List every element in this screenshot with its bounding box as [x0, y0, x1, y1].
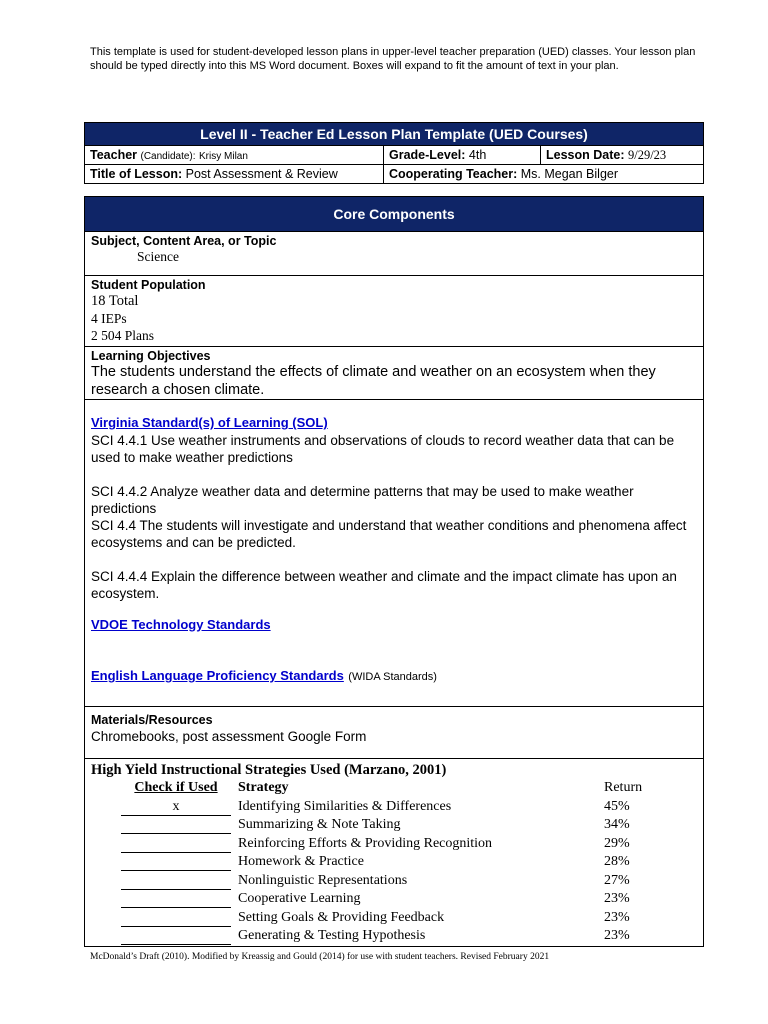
strategy-row: [91, 835, 697, 854]
coop-teacher-cell: [384, 165, 704, 184]
strategies-title: High Yield Instructional Strategies Used (Marzano, 2001): [91, 762, 447, 778]
teacher-name: Krisy Milan: [199, 151, 248, 162]
population-line: 18 Total: [91, 293, 139, 309]
sol-item: SCI 4.4.2 Analyze weather data and determine patterns that may be used to make weather predictions: [91, 484, 634, 516]
strategy-row: [91, 816, 697, 835]
teacher-cell: [85, 146, 384, 165]
strategy-column-header: Strategy: [238, 780, 289, 795]
materials-value: Chromebooks, post assessment Google Form: [91, 729, 367, 744]
strategies-list: [91, 798, 697, 946]
date-value: 9/29/23: [627, 147, 667, 162]
teacher-sub-label: (Candidate):: [140, 151, 196, 162]
core-components: [84, 196, 704, 947]
strategy-name: Homework & Practice: [238, 854, 364, 869]
strategy-row: [91, 798, 697, 817]
strategy-row: [91, 927, 697, 946]
strategy-name: Cooperative Learning: [238, 891, 361, 906]
date-label: Lesson Date:: [546, 147, 625, 162]
wida-note: (WIDA Standards): [348, 671, 437, 683]
date-cell: [541, 146, 704, 165]
strategy-check-blank[interactable]: [121, 928, 231, 945]
strategies-header-row: [91, 779, 697, 798]
sol-item: SCI 4.4.1 Use weather instruments and observations of clouds to record weather data that can be used to make weather predictions: [91, 433, 675, 465]
subject-section: [85, 232, 703, 276]
population-line: 2 504 Plans: [91, 328, 155, 343]
technology-standards-link[interactable]: VDOE Technology Standards: [91, 617, 271, 632]
population-line: 4 IEPs: [91, 311, 127, 326]
strategy-row: [91, 890, 697, 909]
template-intro: This template is used for student-developed lesson plans in upper-level teacher preparation (UED) classes. Your lesson plan should be typed directly into this MS Word document. Boxes will expand to fit the amount of text in your plan.: [90, 46, 696, 72]
standards-section: [85, 400, 703, 707]
strategy-return: 23%: [604, 928, 630, 943]
strategy-row: [91, 909, 697, 928]
coop-teacher-value: Ms. Megan Bilger: [520, 167, 619, 181]
strategy-name: Summarizing & Note Taking: [238, 817, 401, 832]
grade-label: Grade-Level:: [389, 148, 466, 162]
strategy-name: Generating & Testing Hypothesis: [238, 928, 426, 943]
strategy-name: Reinforcing Efforts & Providing Recognition: [238, 835, 493, 851]
strategy-return: 28%: [604, 854, 630, 869]
strategy-return: 29%: [604, 835, 630, 851]
strategy-return: 27%: [604, 872, 630, 888]
objectives-label: Learning Objectives: [91, 349, 211, 363]
strategy-check-blank[interactable]: [121, 910, 231, 927]
grade-cell: [384, 146, 541, 165]
strategy-check-blank[interactable]: x: [121, 799, 231, 816]
materials-section: [85, 707, 703, 759]
strategy-row: [91, 872, 697, 891]
strategy-name: Setting Goals & Providing Feedback: [238, 909, 445, 925]
strategy-row: [91, 853, 697, 872]
subject-label: Subject, Content Area, or Topic: [91, 234, 277, 248]
lesson-title-cell: [85, 165, 384, 184]
strategy-check-blank[interactable]: [121, 891, 231, 908]
strategies-section: [85, 759, 703, 946]
strategy-check-blank[interactable]: [121, 817, 231, 834]
strategy-name: Identifying Similarities & Differences: [238, 798, 452, 814]
strategy-return: 23%: [604, 909, 630, 925]
lesson-header-table: [84, 122, 704, 184]
subject-value: Science: [137, 249, 179, 264]
population-label: Student Population: [91, 278, 206, 292]
strategy-return: 23%: [604, 891, 630, 906]
population-section: [85, 276, 703, 347]
lesson-title-value: Post Assessment & Review: [185, 167, 338, 181]
template-title: Level II - Teacher Ed Lesson Plan Template (UED Courses): [85, 123, 704, 146]
footer-note: McDonald’s Draft (2010). Modified by Kreassig and Gould (2014) for use with student teachers. Revised February 2021: [90, 952, 550, 962]
elp-standards-link[interactable]: English Language Proficiency Standards: [91, 668, 344, 683]
grade-value: 4th: [468, 148, 487, 162]
materials-label: Materials/Resources: [91, 713, 213, 727]
check-column-header: Check if Used: [134, 780, 218, 795]
objectives-section: [85, 347, 703, 400]
sol-item: SCI 4.4.4 Explain the difference between weather and climate and the impact climate has upon an ecosystem.: [91, 569, 677, 601]
strategy-return: 45%: [604, 798, 630, 814]
lesson-title-label: Title of Lesson:: [90, 167, 183, 181]
strategy-return: 34%: [604, 817, 630, 832]
teacher-label: Teacher: [90, 148, 138, 162]
core-components-title: Core Components: [85, 197, 703, 232]
strategy-check-blank[interactable]: [121, 854, 231, 871]
objectives-text: The students understand the effects of climate and weather on an ecosystem when they research a chosen climate.: [91, 364, 656, 398]
strategy-check-blank[interactable]: [121, 836, 231, 853]
strategy-check-blank[interactable]: [121, 873, 231, 890]
sol-item: SCI 4.4 The students will investigate and understand that weather conditions and phenomena affect ecosystems and can be predicted.: [91, 518, 687, 550]
sol-link[interactable]: Virginia Standard(s) of Learning (SOL): [91, 415, 328, 430]
strategy-name: Nonlinguistic Representations: [238, 872, 408, 888]
coop-teacher-label: Cooperating Teacher:: [389, 167, 518, 181]
return-column-header: Return: [604, 780, 643, 795]
